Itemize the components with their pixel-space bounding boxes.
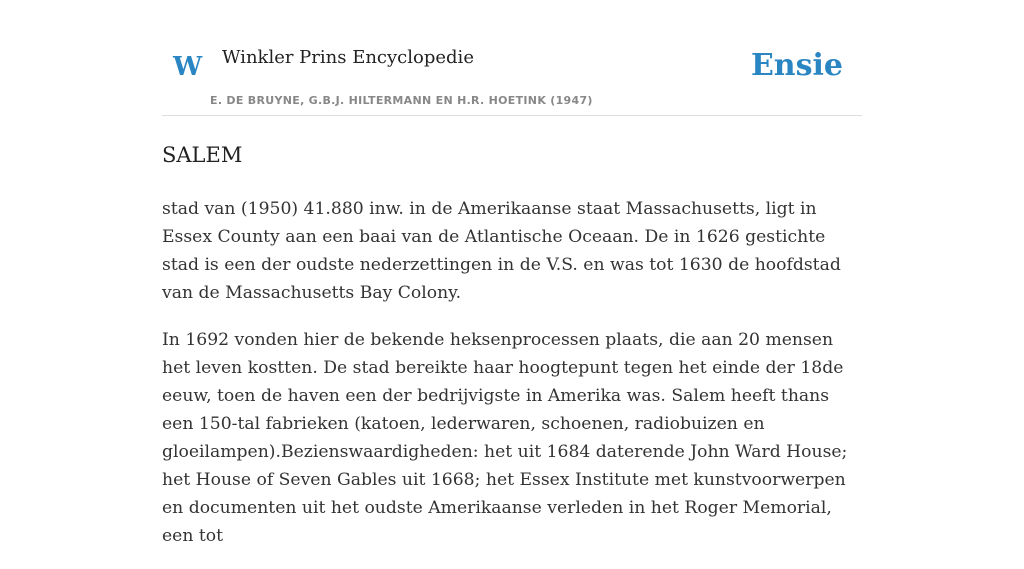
article-paragraph: In 1692 vonden hier de bekende heksenprocessen plaats, die aan 20 mensen het leven kostten. De stad bereikte haar hoogtepunt tegen het einde der 18de eeuw, toen de haven een der bedrijvigste in Amerika was. Salem heeft thans een 150-tal fabrieken (katoen, lederwaren, schoenen, radiobuizen en gloeilampen).Bezienswaardigheden: het uit 1684 daterende John Ward House; het House of Seven Gables uit 1668; het Essex Institute met kunstvoorwerpen en documenten uit het oudste Amerikaanse verleden in het Roger Memorial, een tot [162, 330, 848, 546]
source-title[interactable]: Winkler Prins Encyclopedie [222, 47, 474, 68]
site-header [162, 40, 862, 116]
article-paragraph: stad van (1950) 41.880 inw. in de Amerikaanse staat Massachusetts, ligt in Essex County aan een baai van de Atlantische Oceaan. De in 1626 gestichte stad is een der oudste nederzettingen in de V.S. en was tot 1630 de hoofdstad van de Massachusetts Bay Colony. [162, 199, 841, 303]
article-headword: SALEM [162, 143, 243, 167]
source-authors: E. DE BRUYNE, G.B.J. HILTERMANN EN H.R. HOETINK (1947) [210, 94, 593, 107]
ensie-logo-link[interactable]: Ensie [750, 48, 843, 83]
article [162, 140, 862, 569]
winkler-prins-logo[interactable]: W [173, 52, 203, 82]
